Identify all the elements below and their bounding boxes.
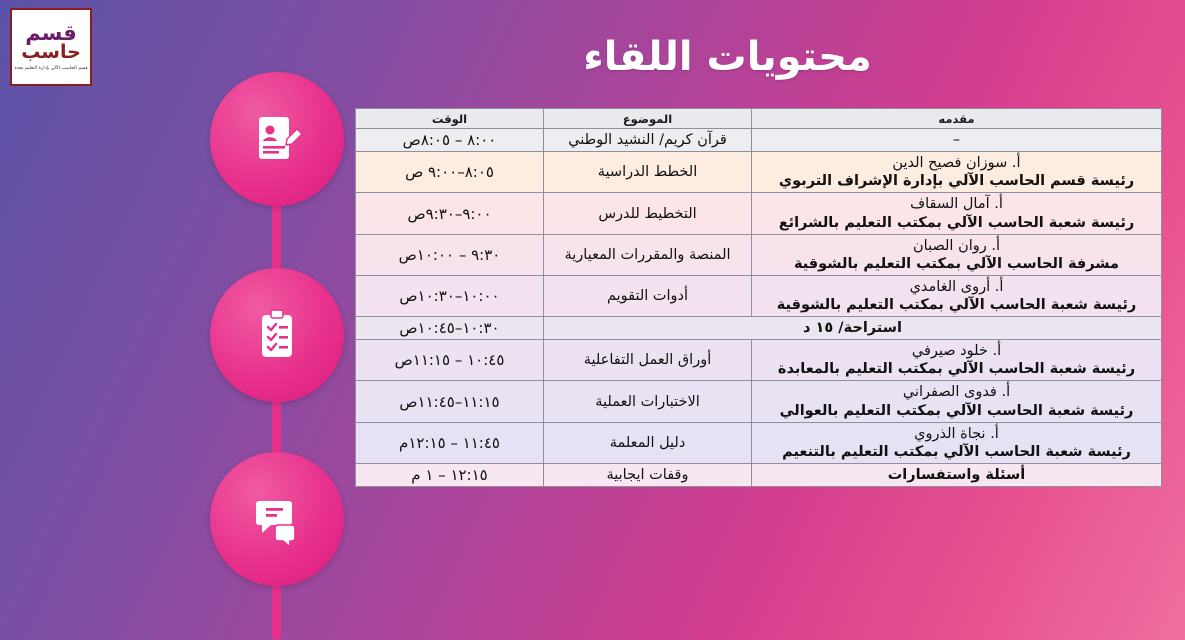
presenter-name: أ. فدوى الصفراني xyxy=(902,384,1011,401)
table-row xyxy=(356,463,1162,486)
cell-presenter xyxy=(752,381,1162,422)
logo-caption: قسم الحاسب الآلي بإدارة التعليم بجدة xyxy=(14,66,88,72)
cell-time: ١٠:٠٠–١٠:٣٠ص xyxy=(356,275,544,316)
presenter-name: أ. نجاة الذروي xyxy=(914,425,999,442)
cell-time: ٨:٠٠ – ٨:٠٥ص xyxy=(356,129,544,152)
table-row xyxy=(356,152,1162,193)
cell-presenter xyxy=(752,234,1162,275)
logo-main-text: قسم xyxy=(25,21,77,46)
cell-topic: الاختبارات العملية xyxy=(544,381,752,422)
presenter-role: رئيسة شعبة الحاسب الآلي بمكتب التعليم بالشوقية xyxy=(776,297,1137,313)
cell-topic: قرآن كريم/ النشيد الوطني xyxy=(544,129,752,152)
organization-logo xyxy=(10,8,92,86)
cell-presenter xyxy=(752,340,1162,381)
presenter-role: رئيسة شعبة الحاسب الآلي بمكتب التعليم بالعوالي xyxy=(779,402,1134,419)
presenter-role: رئيسة قسم الحاسب الآلي بإدارة الإشراف التربوي xyxy=(778,173,1135,190)
presenter-name: أ. خلود صيرفي xyxy=(911,343,1002,360)
presenter-role: رئيسة شعبة الحاسب الآلي بمكتب التعليم بالشرائع xyxy=(778,214,1135,231)
cell-time: ٩:٣٠ – ١٠:٠٠ص xyxy=(356,234,544,275)
cell-time: ١٠:٤٥ – ١١:١٥ص xyxy=(356,340,544,381)
cell-time: ١٢:١٥ – ١ م xyxy=(356,463,544,486)
timeline-node-2 xyxy=(210,268,344,402)
cell-time: ٩:٠٠–٩:٣٠ص xyxy=(356,193,544,234)
cell-break-label: استراحة/ ١٥ د xyxy=(544,317,1162,340)
presenter-name: أ. أروى الغامدي xyxy=(909,278,1004,295)
document-edit-icon xyxy=(247,109,307,169)
cell-topic: أوراق العمل التفاعلية xyxy=(544,340,752,381)
cell-topic: أدوات التقويم xyxy=(544,275,752,316)
checklist-clipboard-icon xyxy=(247,305,307,365)
presenter-role: مشرفة الحاسب الآلي بمكتب التعليم بالشوقية xyxy=(793,255,1120,272)
table-row-break xyxy=(356,317,1162,340)
cell-topic: الخطط الدراسية xyxy=(544,152,752,193)
cell-presenter xyxy=(752,193,1162,234)
cell-time: ١١:٤٥ – ١٢:١٥م xyxy=(356,422,544,463)
chat-bubbles-icon xyxy=(247,489,307,549)
cell-presenter: أسئلة واستفسارات xyxy=(752,463,1162,486)
column-header-topic: الموضوع xyxy=(544,109,752,129)
table-row xyxy=(356,381,1162,422)
cell-topic: المنصة والمقررات المعيارية xyxy=(544,234,752,275)
agenda-table xyxy=(355,108,1162,487)
cell-presenter xyxy=(752,152,1162,193)
column-header-presenter: مقدمه xyxy=(752,109,1162,129)
page-title: محتويات اللقاء xyxy=(583,34,872,80)
table-row xyxy=(356,340,1162,381)
cell-time: ٨:٠٥–٩:٠٠ ص xyxy=(356,152,544,193)
cell-topic: وقفات ايجابية xyxy=(544,463,752,486)
cell-topic: التخطيط للدرس xyxy=(544,193,752,234)
table-row xyxy=(356,422,1162,463)
presenter-role: رئيسة شعبة الحاسب الآلي بمكتب التعليم بالمعابدة xyxy=(777,361,1136,378)
presenter-name: – xyxy=(952,132,961,148)
presenter-name: أ. آمال السقاف xyxy=(910,196,1003,213)
logo-sub-text: حاسب xyxy=(21,41,81,64)
cell-topic: دليل المعلمة xyxy=(544,422,752,463)
cell-presenter xyxy=(752,275,1162,316)
cell-time: ١١:١٥–١١:٤٥ص xyxy=(356,381,544,422)
table-row xyxy=(356,193,1162,234)
table-row xyxy=(356,275,1162,316)
presenter-name: أ. سوزان فصيح الدين xyxy=(892,155,1021,172)
table-row xyxy=(356,234,1162,275)
cell-presenter xyxy=(752,422,1162,463)
presenter-name: أ. روان الصبان xyxy=(913,237,1000,254)
cell-time: ١٠:٣٠–١٠:٤٥ص xyxy=(356,317,544,340)
timeline-node-1 xyxy=(210,72,344,206)
timeline-node-3 xyxy=(210,452,344,586)
cell-presenter xyxy=(752,129,1162,152)
agenda-table-container xyxy=(356,108,1162,487)
table-row xyxy=(356,129,1162,152)
table-header-row xyxy=(356,109,1162,129)
column-header-time: الوقت xyxy=(356,109,544,129)
presenter-role: رئيسة شعبة الحاسب الآلي بمكتب التعليم بالتنعيم xyxy=(782,443,1131,460)
